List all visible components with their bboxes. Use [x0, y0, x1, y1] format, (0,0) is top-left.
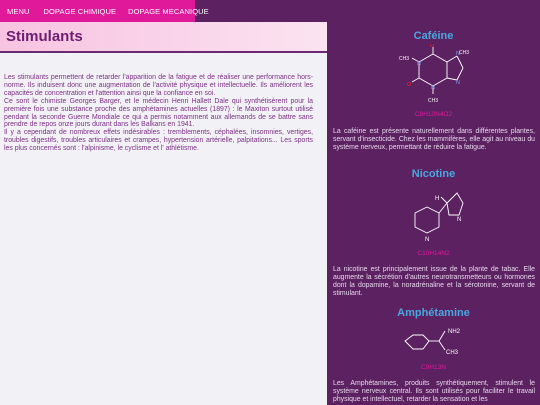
nicotine-molecule-icon [405, 183, 465, 243]
svg-text:N: N [417, 61, 421, 67]
nav-dopage-mecanique[interactable]: DOPAGE MECANIQUE [128, 6, 209, 16]
nav-dopage-chimique[interactable]: DOPAGE CHIMIQUE [43, 6, 117, 16]
svg-text:O: O [407, 82, 412, 88]
svg-text:CH3: CH3 [428, 98, 439, 104]
amphetamine-formula: C9H13N [421, 364, 446, 371]
cafeine-title: Caféine [413, 30, 454, 42]
svg-text:CH3: CH3 [459, 50, 470, 56]
svg-text:N: N [425, 237, 430, 243]
amphetamine-title: Amphétamine [397, 307, 470, 319]
title-bar [0, 22, 327, 53]
svg-text:N: N [456, 80, 460, 86]
page-title: Stimulants [6, 28, 83, 45]
svg-text:CH3: CH3 [446, 350, 459, 356]
substances-panel [327, 0, 540, 405]
svg-text:NH2: NH2 [448, 329, 461, 335]
nicotine-title: Nicotine [411, 168, 456, 180]
svg-text:O: O [430, 44, 435, 49]
nav-menu[interactable]: MENU [7, 6, 30, 16]
svg-text:H: H [435, 196, 440, 202]
paragraph-effects: Il y a cependant de nombreux effets indésirables : tremblements, céphalées, insomnies, vertiges, troubles digestifs, troubles articulaires et crampes, hypertension artérielle, palpitations... Les sports les plus concernés sont : l'alpinisme, le cyclisme et l' athlétisme. [4, 129, 313, 153]
main-content [0, 22, 327, 405]
cafeine-description: La caféine est présente naturellement dans différentes plantes, servant d'insecticide. Chez les mammifères, elle agit au niveau du système nerveux, permettant de réduire la fatigue. [333, 128, 535, 151]
svg-text:N: N [431, 85, 435, 91]
nicotine-formula: C10H14N2 [417, 250, 450, 257]
top-nav [0, 0, 209, 22]
nicotine-description: La nicotine est principalement issue de la plante de tabac. Elle augmente la sécrétion d'autres neurotransmetteurs ou hormones dont la dopamine, la noradrénaline et la sérotonine, servant de stimulant. [333, 266, 535, 297]
amphetamine-molecule-icon [401, 323, 471, 357]
paragraph-history: Ce sont le chimiste Georges Barger, et le médecin Henri Hallett Dale qui synthétisèrent pour la première fois une substance proche des amphétamines actuelles (1897) : le Maxiton surtout utilisé pendant la seconde Guerre Mondiale ce qui a permis notamment aux allemands de se battre sans prendre de repos onze jours durant dans les Balkans en 1941. [4, 97, 313, 129]
article-body [4, 74, 313, 153]
svg-text:CH3: CH3 [399, 56, 410, 62]
svg-text:N: N [456, 51, 460, 57]
cafeine-molecule-icon [399, 44, 473, 104]
svg-text:N: N [457, 217, 462, 223]
amphetamine-description: Les Amphétamines, produits synthétiquement, stimulent le système nerveux central. Ils sont utilisés pour faciliter le travail physique et intellectuel, retarder la sensation et les [333, 380, 535, 403]
paragraph-intro: Les stimulants permettent de retarder l'apparition de la fatigue et de réaliser une performance hors-norme. Ils induisent donc une augmentation de l'activité physique et intellectuelle. Ils améliorent les capacités de concentration et l'attention ainsi que la confiance en soi. [4, 74, 313, 97]
cafeine-formula: C8H10N4O2 [414, 111, 453, 118]
